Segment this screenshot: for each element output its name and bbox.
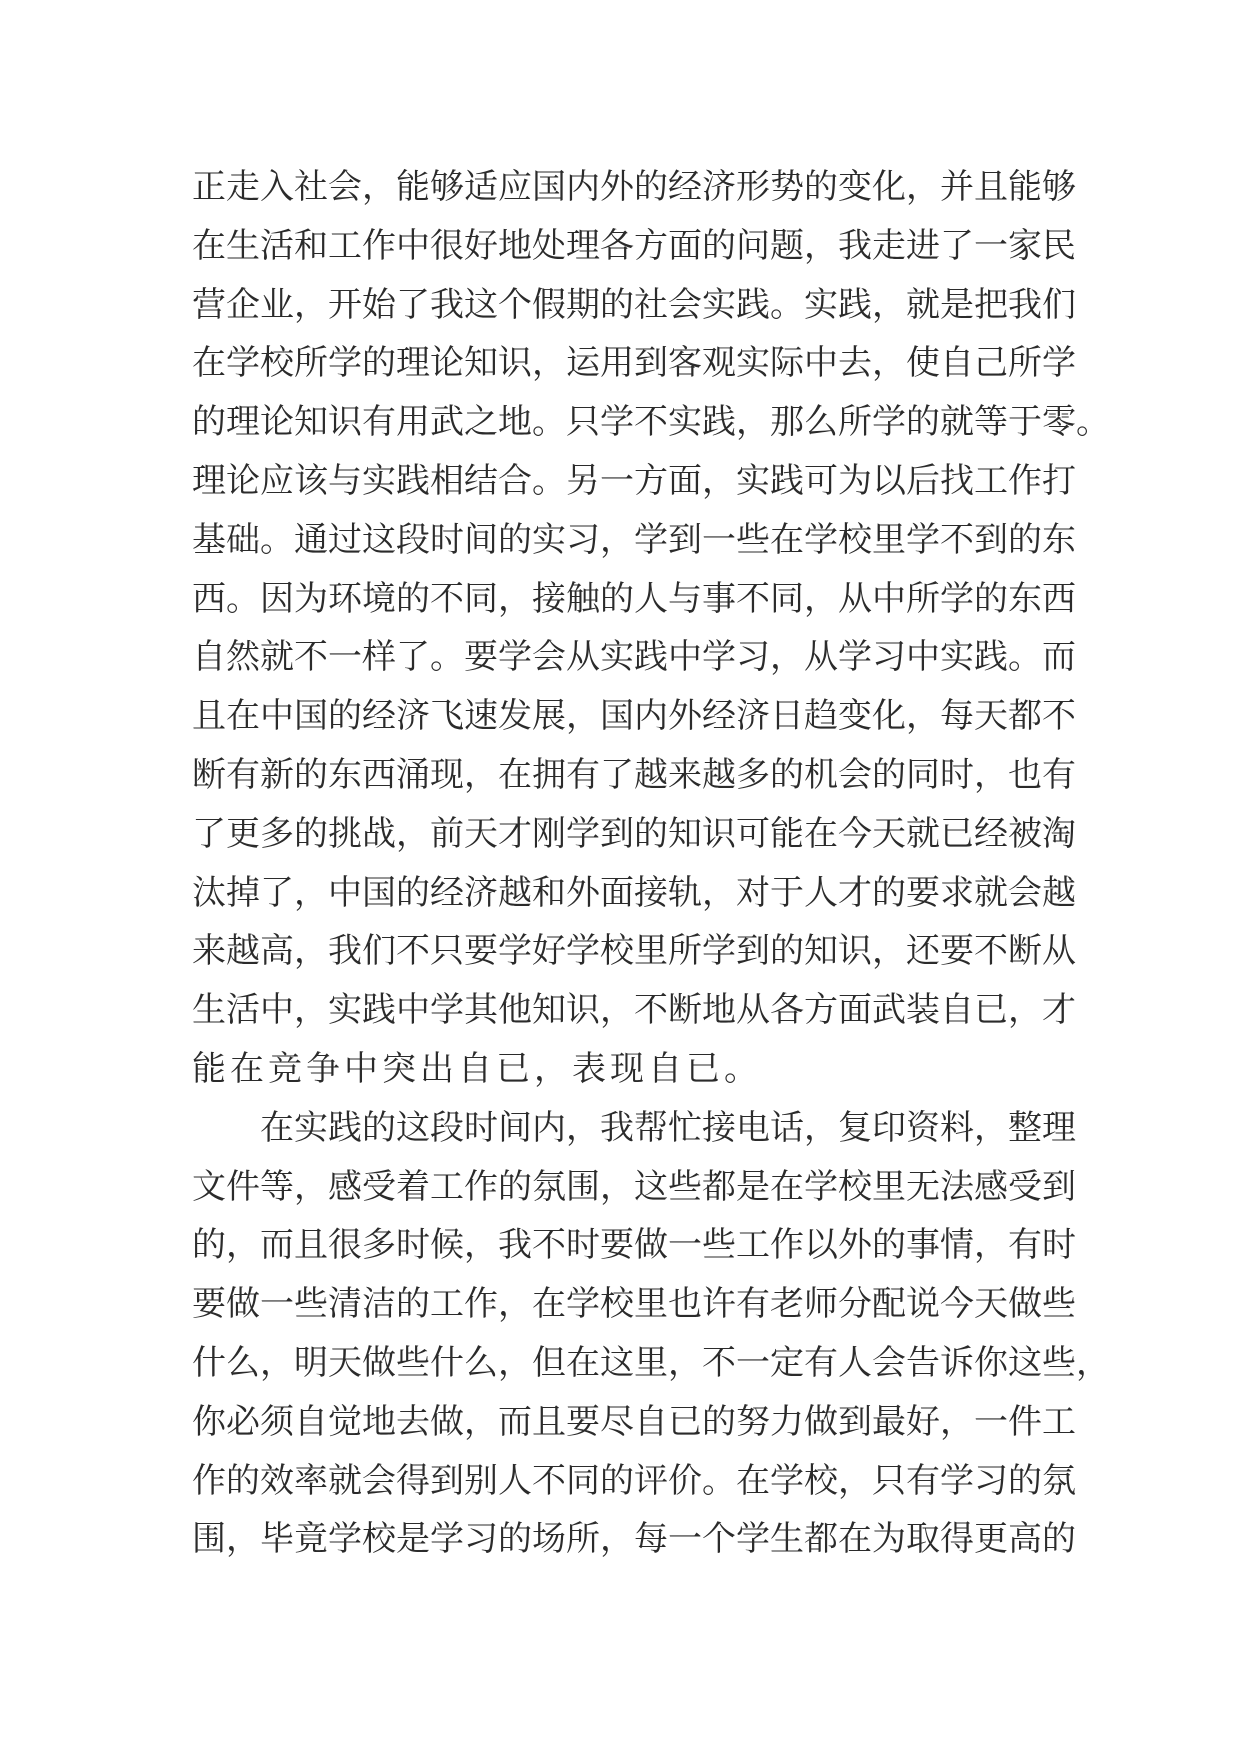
text-line: 西。因为环境的不同，接触的人与事不同，从中所学的东西 (192, 578, 1076, 619)
text-line: 在生活和工作中很好地处理各方面的问题，我走进了一家民 (192, 225, 1076, 266)
text-line: 要做一些清洁的工作，在学校里也许有老师分配说今天做些 (192, 1284, 1076, 1325)
text-line: 理论应该与实践相结合。另一方面，实践可为以后找工作打 (192, 460, 1076, 501)
text-line: 断有新的东西涌现，在拥有了越来越多的机会的同时，也有 (192, 754, 1076, 795)
text-line: 在实践的这段时间内，我帮忙接电话，复印资料，整理 (260, 1107, 1076, 1148)
text-line: 能在竞争中突出自已，表现自已。 (192, 1048, 762, 1089)
text-line: 来越高，我们不只要学好学校里所学到的知识，还要不断从 (192, 931, 1076, 972)
text-line: 了更多的挑战，前天才刚学到的知识可能在今天就已经被淘 (192, 813, 1076, 854)
text-line: 且在中国的经济飞速发展，国内外经济日趋变化，每天都不 (192, 696, 1076, 737)
text-line: 在学校所学的理论知识，运用到客观实际中去，使自己所学 (192, 343, 1076, 384)
document-body (192, 158, 1110, 1569)
text-line: 营企业，开始了我这个假期的社会实践。实践，就是把我们 (192, 284, 1076, 325)
text-line: 作的效率就会得到别人不同的评价。在学校，只有学习的氛 (192, 1460, 1076, 1501)
text-line: 围，毕竟学校是学习的场所，每一个学生都在为取得更高的 (192, 1519, 1076, 1560)
text-line: 基础。通过这段时间的实习，学到一些在学校里学不到的东 (192, 519, 1076, 560)
text-line: 汰掉了，中国的经济越和外面接轨，对于人才的要求就会越 (192, 872, 1076, 913)
text-line: 什么，明天做些什么，但在这里，不一定有人会告诉你这些， (192, 1342, 1110, 1383)
text-line: 自然就不一样了。要学会从实践中学习，从学习中实践。而 (192, 637, 1076, 678)
text-line: 的，而且很多时候，我不时要做一些工作以外的事情，有时 (192, 1225, 1076, 1266)
text-line: 你必须自觉地去做，而且要尽自已的努力做到最好，一件工 (192, 1401, 1076, 1442)
text-line: 生活中，实践中学其他知识，不断地从各方面武装自已，才 (192, 990, 1076, 1031)
text-line: 文件等，感受着工作的氛围，这些都是在学校里无法感受到 (192, 1166, 1076, 1207)
text-line: 的理论知识有用武之地。只学不实践，那么所学的就等于零。 (192, 402, 1110, 443)
text-line: 正走入社会，能够适应国内外的经济形势的变化，并且能够 (192, 167, 1076, 207)
